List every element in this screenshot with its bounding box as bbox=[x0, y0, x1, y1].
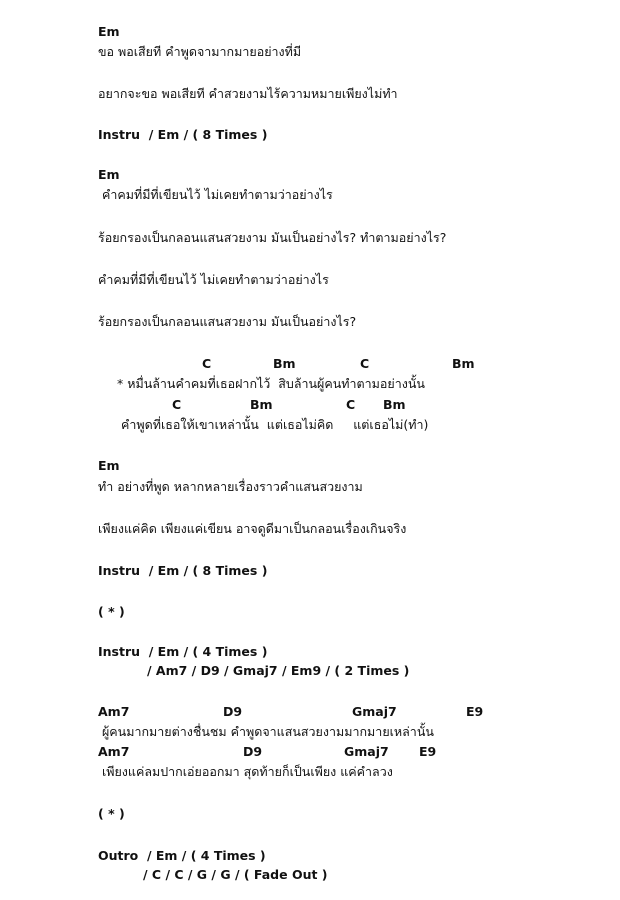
chorus-chord-bm-3: Bm bbox=[250, 397, 273, 412]
outro-line-1: Outro / Em / ( 4 Times ) bbox=[98, 848, 266, 863]
verse1-lyric-2: อยากจะขอ พอเสียที คำสวยงามไร้ความหมายเพียงไม่ทำ bbox=[98, 86, 398, 101]
verse3-chord: Em bbox=[98, 458, 120, 473]
chorus-lyric-2: คำพูดที่เธอให้เขาเหล่านั้น แต่เธอไม่คิด แต่เธอไม่(ทำ) bbox=[121, 417, 429, 432]
verse2-lyric-1: คำคมที่มีที่เขียนไว้ ไม่เคยทำตามว่าอย่างไร bbox=[98, 187, 333, 202]
chorus-chord-c-3: C bbox=[172, 397, 182, 412]
chorus-chord-c-4: C bbox=[346, 397, 356, 412]
chorus-repeat-1: ( * ) bbox=[98, 604, 125, 619]
verse2-lyric-2: ร้อยกรองเป็นกลอนแสนสวยงาม มันเป็นอย่างไร? ทำตามอย่างไร? bbox=[98, 230, 447, 245]
instru-line-3b: / Am7 / D9 / Gmaj7 / Em9 / ( 2 Times ) bbox=[147, 663, 410, 678]
bridge-chord-e9-1: E9 bbox=[466, 704, 484, 719]
bridge-lyric-1: ผู้คนมากมายต่างชื่นชม คำพูดจาแสนสวยงามมากมายเหล่านั้น bbox=[98, 724, 434, 739]
verse2-chord: Em bbox=[98, 167, 120, 182]
bridge-chord-am7-2: Am7 bbox=[98, 744, 130, 759]
chorus-chord-bm-1: Bm bbox=[273, 356, 296, 371]
instru-line-1: Instru / Em / ( 8 Times ) bbox=[98, 127, 268, 142]
bridge-chord-e9-2: E9 bbox=[419, 744, 437, 759]
bridge-lyric-2: เพียงแค่ลมปากเอ่ยออกมา สุดท้ายก็เป็นเพียง แค่คำลวง bbox=[98, 764, 393, 779]
chorus-chord-bm-4: Bm bbox=[383, 397, 406, 412]
bridge-chord-gmaj7-1: Gmaj7 bbox=[352, 704, 397, 719]
verse3-lyric-2: เพียงแค่คิด เพียงแค่เขียน อาจดูดีมาเป็นกลอนเรื่องเกินจริง bbox=[98, 521, 407, 536]
outro-line-2: / C / C / G / G / ( Fade Out ) bbox=[143, 867, 328, 882]
verse3-lyric-1: ทำ อย่างที่พูด หลากหลายเรื่องราวคำแสนสวยงาม bbox=[98, 479, 363, 494]
chorus-chord-c-1: C bbox=[202, 356, 212, 371]
instru-line-2: Instru / Em / ( 8 Times ) bbox=[98, 563, 268, 578]
chorus-repeat-2: ( * ) bbox=[98, 806, 125, 821]
chorus-chord-c-2: C bbox=[360, 356, 370, 371]
verse2-lyric-4: ร้อยกรองเป็นกลอนแสนสวยงาม มันเป็นอย่างไร? bbox=[98, 314, 357, 329]
chorus-lyric-1: * หมื่นล้านคำคมที่เธอฝากไว้ สิบล้านผู้คนทำตามอย่างนั้น bbox=[117, 376, 425, 391]
bridge-chord-d9-1: D9 bbox=[223, 704, 243, 719]
chorus-chord-bm-2: Bm bbox=[452, 356, 475, 371]
verse1-chord: Em bbox=[98, 24, 120, 39]
bridge-chord-d9-2: D9 bbox=[243, 744, 263, 759]
bridge-chord-gmaj7-2: Gmaj7 bbox=[344, 744, 389, 759]
bridge-chord-am7-1: Am7 bbox=[98, 704, 130, 719]
instru-line-3: Instru / Em / ( 4 Times ) bbox=[98, 644, 268, 659]
verse1-lyric-1: ขอ พอเสียที คำพูดจามากมายอย่างที่มี bbox=[98, 44, 302, 59]
verse2-lyric-3: คำคมที่มีที่เขียนไว้ ไม่เคยทำตามว่าอย่างไร bbox=[98, 272, 329, 287]
